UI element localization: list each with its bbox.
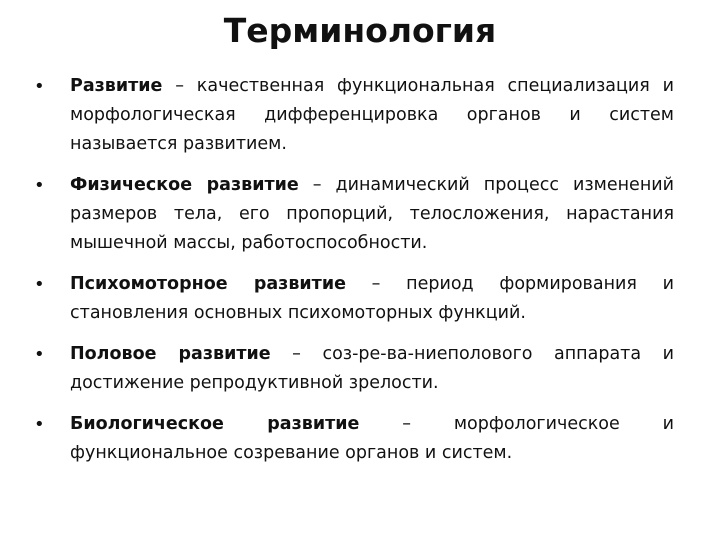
bullet-text: – динамический процесс изменений размеров тела, его пропорций, телосложения, нарастания мышечной массы, работоспособности. <box>70 175 675 253</box>
slide-title: Терминология <box>223 11 497 50</box>
bullet-term: Физическое развитие <box>70 175 299 195</box>
bullet-item-development <box>34 72 674 159</box>
bullet-item-sexual-development <box>34 340 674 398</box>
bullet-text: – период формирования и становления основных психомоторных функций. <box>70 274 674 323</box>
bullet-item-psychomotor-development <box>34 270 674 328</box>
bullet-term: Биологическое развитие <box>70 414 360 434</box>
bullet-term: Психомоторное развитие <box>70 274 346 294</box>
bullet-term: Развитие <box>70 76 163 96</box>
bullet-text: – качественная функциональная специализация и морфологическая дифференцировка органов и систем называется развитием. <box>70 76 674 154</box>
bullet-text: – соз-ре-ва-ниеполового аппарата и достижение репродуктивной зрелости. <box>70 344 674 393</box>
bullet-list <box>34 72 674 480</box>
bullet-item-biological-development <box>34 410 674 468</box>
bullet-term: Половое развитие <box>70 344 271 364</box>
bullet-item-physical-development <box>34 171 674 258</box>
bullet-text: – морфологическое и функциональное созревание органов и систем. <box>70 414 674 463</box>
